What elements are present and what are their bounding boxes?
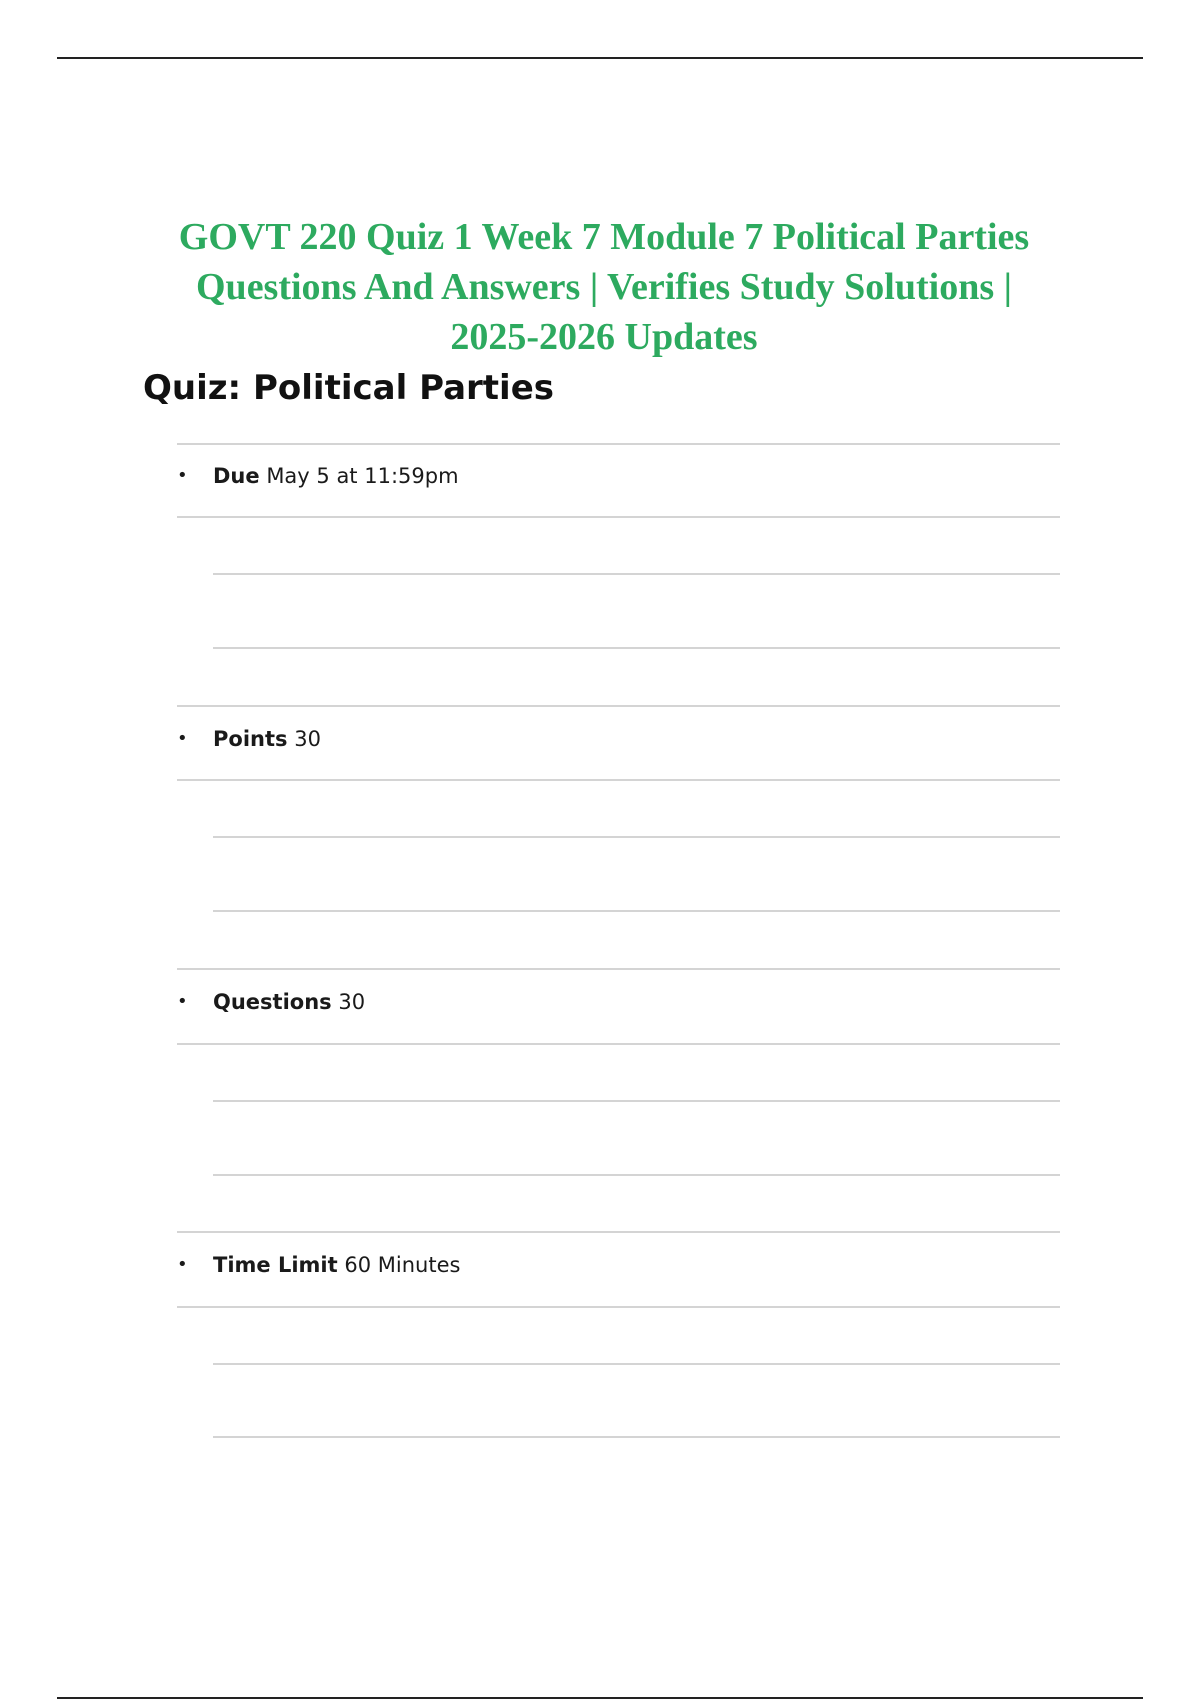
detail-label: Due <box>213 464 260 488</box>
blank-answer-line <box>213 1363 1060 1365</box>
blank-answer-line <box>213 1436 1060 1438</box>
section-divider <box>177 443 1060 445</box>
detail-value: 30 <box>338 990 366 1014</box>
detail-label: Time Limit <box>213 1253 338 1277</box>
detail-value: May 5 at 11:59pm <box>266 464 459 488</box>
document-title <box>120 212 1088 362</box>
bullet: • <box>177 465 188 486</box>
detail-value: 30 <box>294 727 321 751</box>
detail-text <box>213 987 365 1017</box>
quiz-heading: Quiz: Political Parties <box>143 368 554 408</box>
detail-label: Questions <box>213 990 332 1014</box>
blank-answer-line <box>213 1100 1060 1102</box>
detail-questions <box>177 987 1060 1017</box>
section-divider <box>177 1043 1060 1045</box>
bullet: • <box>177 1254 188 1275</box>
section-divider <box>177 1306 1060 1308</box>
detail-text <box>213 724 321 754</box>
detail-points <box>177 724 1060 754</box>
bullet: • <box>177 991 188 1012</box>
section-divider <box>177 779 1060 781</box>
detail-time-limit <box>177 1250 1060 1280</box>
detail-value: 60 Minutes <box>344 1253 461 1277</box>
section-divider <box>177 516 1060 518</box>
document-title-line: GOVT 220 Quiz 1 Week 7 Module 7 Political Parties <box>178 216 1030 258</box>
page-bottom-rule <box>57 1697 1143 1699</box>
section-divider <box>177 968 1060 970</box>
page-top-rule <box>57 57 1143 59</box>
document-title-line: Questions And Answers | Verifies Study Solutions | <box>196 266 1012 308</box>
blank-answer-line <box>213 1174 1060 1176</box>
blank-answer-line <box>213 573 1060 575</box>
blank-answer-line <box>213 647 1060 649</box>
blank-answer-line <box>213 910 1060 912</box>
detail-text <box>213 461 459 491</box>
detail-text <box>213 1250 460 1280</box>
bullet: • <box>177 728 188 749</box>
section-divider <box>177 1231 1060 1233</box>
blank-answer-line <box>213 836 1060 838</box>
detail-label: Points <box>213 727 288 751</box>
detail-due <box>177 461 1060 491</box>
section-divider <box>177 705 1060 707</box>
document-title-line: 2025-2026 Updates <box>450 316 758 358</box>
